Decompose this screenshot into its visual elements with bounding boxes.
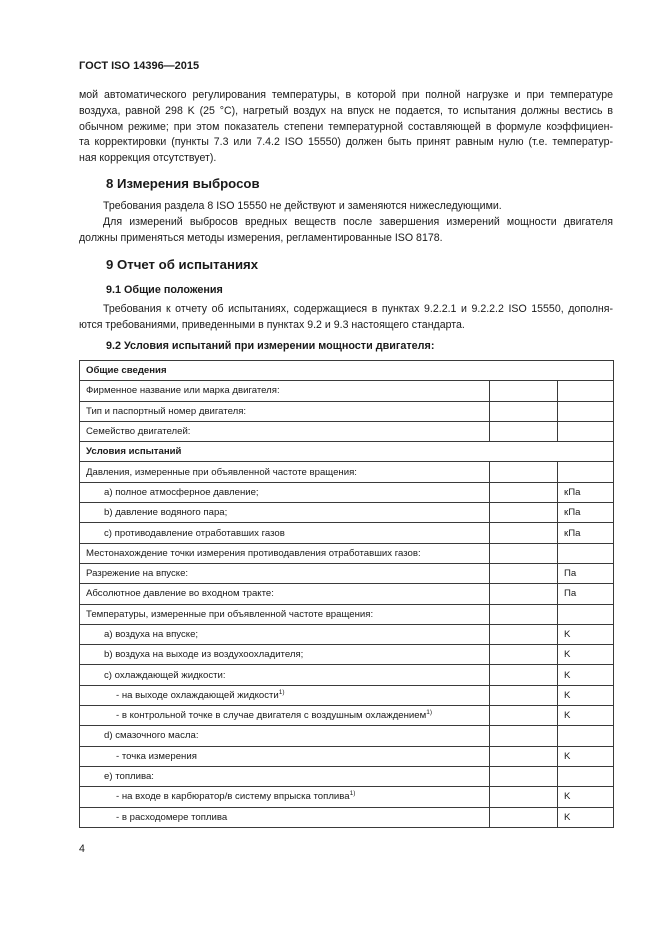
unit-cell: кПа bbox=[558, 503, 614, 523]
text-line: Требования к отчету об испытаниях, содержащиеся в пунктах 9.2.2.1 и 9.2.2.2 ISO 15550, дополня- bbox=[103, 303, 613, 315]
table-row bbox=[80, 503, 614, 523]
unit-cell: K bbox=[558, 787, 614, 807]
table-row bbox=[80, 381, 614, 401]
unit-cell: Па bbox=[558, 584, 614, 604]
label-cell: Тип и паспортный номер двигателя: bbox=[80, 401, 490, 421]
table-row bbox=[80, 645, 614, 665]
unit-cell: K bbox=[558, 807, 614, 827]
value-cell bbox=[490, 624, 558, 644]
label-cell: Местонахождение точки измерения противодавления отработавших газов: bbox=[80, 543, 490, 563]
table-row bbox=[80, 706, 614, 726]
table-row bbox=[80, 563, 614, 583]
label-cell bbox=[80, 523, 490, 543]
table-row bbox=[80, 787, 614, 807]
section-title-cell: Условия испытаний bbox=[80, 442, 614, 462]
text-line: ная коррекция отсутствует). bbox=[79, 152, 217, 165]
label-main: - на входе в карбюратор/в систему впрыска топлива bbox=[116, 791, 350, 803]
text-line: Требования раздела 8 ISO 15550 не действуют и заменяются нижеследующими. bbox=[103, 200, 502, 212]
section-title-cell: Общие сведения bbox=[80, 361, 614, 381]
table-row bbox=[80, 726, 614, 746]
label-text bbox=[86, 710, 432, 721]
unit-cell: K bbox=[558, 746, 614, 766]
table-row bbox=[80, 421, 614, 441]
text-line: воздуха, равной 298 K (25 °C), нагретый воздух на впуск не подается, то испытания должны вестись в bbox=[79, 104, 613, 117]
unit-cell: кПа bbox=[558, 482, 614, 502]
table-row bbox=[80, 401, 614, 421]
label-cell bbox=[80, 645, 490, 665]
table-row bbox=[80, 482, 614, 502]
value-cell bbox=[490, 726, 558, 746]
section-9-heading: 9 Отчет об испытаниях bbox=[106, 257, 259, 272]
unit-cell bbox=[558, 766, 614, 786]
label-text: e) топлива: bbox=[104, 771, 154, 783]
label-cell bbox=[80, 706, 490, 726]
table-row bbox=[80, 462, 614, 482]
section-8-text bbox=[79, 199, 613, 246]
text-line: ются требованиями, приведенными в пунктах 9.2 и 9.3 настоящего стандарта. bbox=[79, 318, 465, 331]
table-row bbox=[80, 766, 614, 786]
text-line: должны применяться методы измерения, регламентированные ISO 8178. bbox=[79, 231, 443, 244]
value-cell bbox=[490, 584, 558, 604]
unit-cell: K bbox=[558, 645, 614, 665]
intro-paragraph bbox=[79, 88, 613, 167]
value-cell bbox=[490, 807, 558, 827]
unit-cell: K bbox=[558, 685, 614, 705]
value-cell bbox=[490, 401, 558, 421]
unit-cell: K bbox=[558, 665, 614, 685]
table-row bbox=[80, 665, 614, 685]
text-line: мой автоматического регулирования температуры, в которой при полной нагрузке и при температуре bbox=[79, 89, 613, 101]
page-number: 4 bbox=[79, 843, 85, 855]
value-cell bbox=[490, 604, 558, 624]
value-cell bbox=[490, 381, 558, 401]
unit-cell: кПа bbox=[558, 523, 614, 543]
value-cell bbox=[490, 766, 558, 786]
section-9-1-text bbox=[79, 302, 613, 334]
value-cell bbox=[490, 665, 558, 685]
label-cell bbox=[80, 787, 490, 807]
label-cell: Разрежение на впуске: bbox=[80, 563, 490, 583]
table-row bbox=[80, 523, 614, 543]
table-row bbox=[80, 807, 614, 827]
label-text: c) охлаждающей жидкости: bbox=[104, 669, 226, 681]
table-row bbox=[80, 604, 614, 624]
label-text: b) давление водяного пара; bbox=[104, 507, 228, 519]
unit-cell bbox=[558, 421, 614, 441]
label-cell: Давления, измеренные при объявленной частоте вращения: bbox=[80, 462, 490, 482]
value-cell bbox=[490, 706, 558, 726]
label-main: - в контрольной точке в случае двигателя с воздушным охлаждением bbox=[116, 710, 427, 722]
table-section-row bbox=[80, 442, 614, 462]
value-cell bbox=[490, 685, 558, 705]
value-cell bbox=[490, 787, 558, 807]
footnote-marker: 1) bbox=[278, 688, 285, 696]
value-cell bbox=[490, 523, 558, 543]
table-row bbox=[80, 624, 614, 644]
label-text: a) воздуха на впуске; bbox=[104, 629, 199, 640]
unit-cell: Па bbox=[558, 563, 614, 583]
value-cell bbox=[490, 482, 558, 502]
table-row bbox=[80, 746, 614, 766]
value-cell bbox=[490, 421, 558, 441]
label-cell bbox=[80, 685, 490, 705]
value-cell bbox=[490, 645, 558, 665]
unit-cell bbox=[558, 604, 614, 624]
label-cell: Температуры, измеренные при объявленной частоте вращения: bbox=[80, 604, 490, 624]
label-cell bbox=[80, 766, 490, 786]
footnote-marker: 1) bbox=[349, 790, 356, 798]
unit-cell: K bbox=[558, 706, 614, 726]
text-line: обычном режиме; при этом показатель степени температурной составляющей в формуле коэффициен- bbox=[79, 120, 613, 133]
label-cell: Абсолютное давление во входном тракте: bbox=[80, 584, 490, 604]
label-cell bbox=[80, 482, 490, 502]
table-row bbox=[80, 543, 614, 563]
label-cell bbox=[80, 726, 490, 746]
label-text: a) полное атмосферное давление; bbox=[104, 486, 259, 498]
label-cell bbox=[80, 503, 490, 523]
value-cell bbox=[490, 746, 558, 766]
label-text: b) воздуха на выходе из воздухоохладителя; bbox=[104, 649, 304, 661]
unit-cell bbox=[558, 381, 614, 401]
value-cell bbox=[490, 563, 558, 583]
text-line: та корректировки (пункты 7.3 или 7.4.2 ISO 15550) должен быть принят равным нулю (т.е. температур- bbox=[79, 136, 613, 149]
unit-cell: K bbox=[558, 624, 614, 644]
text-line: Для измерений выбросов вредных веществ после завершения измерений мощности двигателя bbox=[103, 215, 613, 228]
label-cell bbox=[80, 746, 490, 766]
label-cell: Фирменное название или марка двигателя: bbox=[80, 381, 490, 401]
label-main: - на выходе охлаждающей жидкости bbox=[116, 689, 279, 701]
label-cell bbox=[80, 665, 490, 685]
running-header: ГОСТ ISO 14396—2015 bbox=[79, 60, 200, 72]
value-cell bbox=[490, 503, 558, 523]
footnote-marker: 1) bbox=[426, 709, 432, 717]
label-text: d) смазочного масла: bbox=[104, 730, 199, 742]
table-row bbox=[80, 584, 614, 604]
table-row bbox=[80, 685, 614, 705]
value-cell bbox=[490, 462, 558, 482]
table-section-row bbox=[80, 361, 614, 381]
label-cell bbox=[80, 807, 490, 827]
section-9-1-heading: 9.1 Общие положения bbox=[106, 284, 223, 296]
unit-cell bbox=[558, 726, 614, 746]
unit-cell bbox=[558, 401, 614, 421]
label-cell bbox=[80, 624, 490, 644]
label-text bbox=[86, 690, 285, 701]
test-conditions-table bbox=[79, 360, 614, 828]
label-text: - в расходомере топлива bbox=[116, 811, 228, 823]
label-cell: Семейство двигателей: bbox=[80, 421, 490, 441]
unit-cell bbox=[558, 462, 614, 482]
label-text: - точка измерения bbox=[116, 750, 197, 762]
label-text bbox=[86, 791, 355, 802]
value-cell bbox=[490, 543, 558, 563]
section-9-2-heading: 9.2 Условия испытаний при измерении мощности двигателя: bbox=[106, 340, 435, 352]
label-text: c) противодавление отработавших газов bbox=[104, 527, 285, 539]
unit-cell bbox=[558, 543, 614, 563]
section-8-heading: 8 Измерения выбросов bbox=[106, 176, 260, 191]
